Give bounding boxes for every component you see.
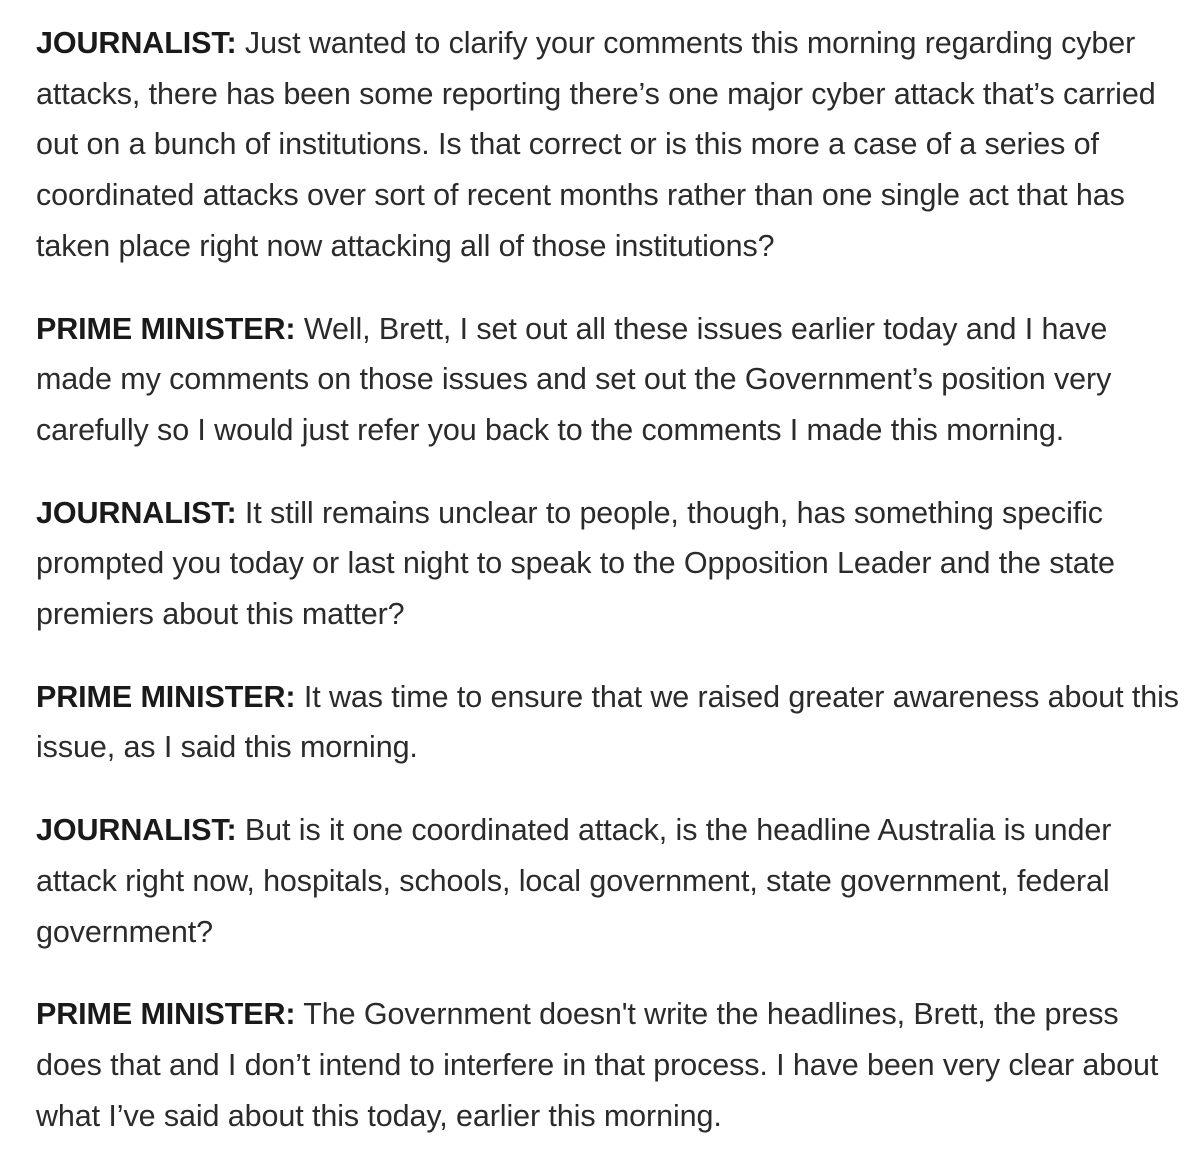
speaker-label: JOURNALIST: [36,495,237,530]
transcript [36,18,1186,1173]
transcript-paragraph [36,18,1186,272]
speaker-label: PRIME MINISTER: [36,997,296,1032]
transcript-paragraph [36,805,1186,957]
transcript-paragraph [36,989,1186,1141]
speech-text: Well, Brett, I set out all these issues earlier today and I have made my comments on those issues and set out the Government’s position very carefully so I would just refer you back to the comments I made this morning. [36,311,1112,447]
speech-text: It still remains unclear to people, though, has something specific prompted you today or last night to speak to the Opposition Leader and the state premiers about this matter? [36,495,1115,632]
speaker-label: JOURNALIST: [36,813,237,848]
speech-text: It was time to ensure that we raised greater awareness about this issue, as I said this morning. [36,679,1179,765]
speech-text: But is it one coordinated attack, is the headline Australia is under attack right now, hospitals, schools, local government, state government, federal government? [36,813,1112,949]
speaker-label: PRIME MINISTER: [36,679,296,714]
speech-text: The Government doesn't write the headlines, Brett, the press does that and I don’t intend to interfere in that process. I have been very clear about what I’ve said about this today, earlier this morning. [36,997,1159,1133]
speaker-label: PRIME MINISTER: [36,311,296,346]
speech-text: Just wanted to clarify your comments this morning regarding cyber attacks, there has been some reporting there’s one major cyber attack that’s carried out on a bunch of institutions. Is that correct or is this more a case of a series of coordinated attacks over sort of recent months rather than one single act that has taken place right now attacking all of those institutions? [36,26,1156,263]
transcript-paragraph [36,672,1186,773]
transcript-paragraph [36,488,1186,640]
speaker-label: JOURNALIST: [36,26,237,60]
transcript-paragraph [36,304,1186,456]
